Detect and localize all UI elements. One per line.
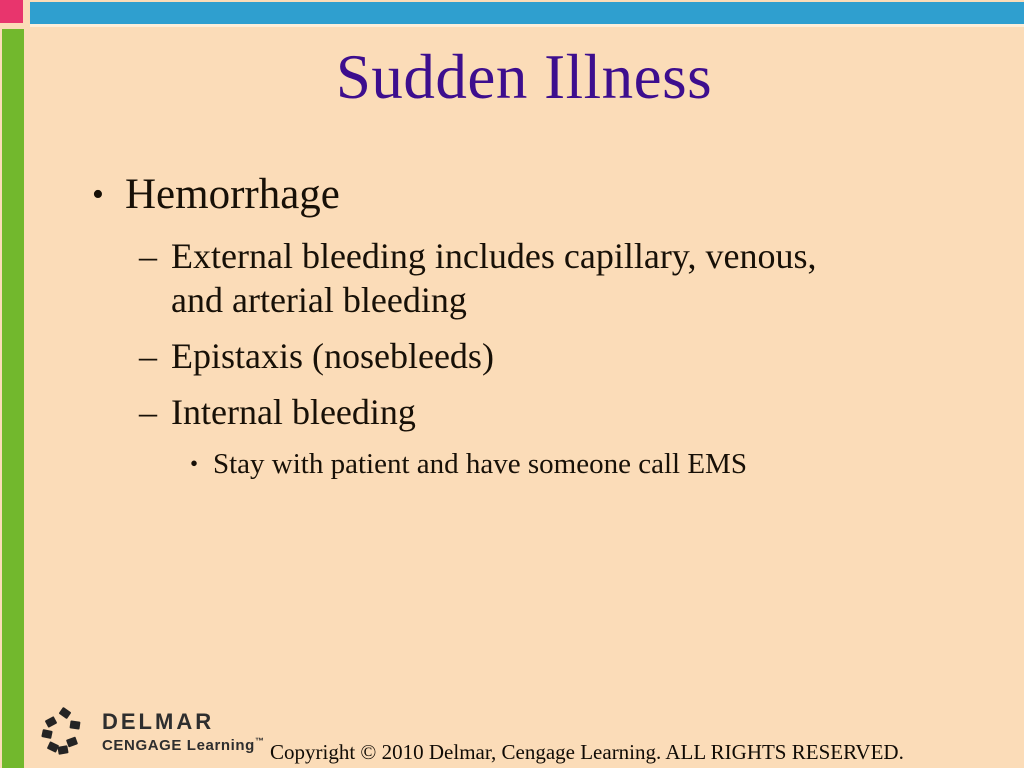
bullet-item-level2 [139, 391, 952, 434]
top-bar-blue [30, 2, 1024, 24]
bullet-item-level1 [92, 170, 952, 219]
bullet-dot-icon: • [190, 451, 199, 477]
bullet-item-level2 [139, 335, 952, 378]
bullet-text: Stay with patient and have someone call EMS [213, 448, 747, 481]
bullet-dash-icon: – [139, 236, 157, 277]
copyright-notice: Copyright © 2010 Delmar, Cengage Learning. ALL RIGHTS RESERVED. [270, 740, 904, 764]
bullet-dot-icon: • [92, 176, 104, 213]
bullet-item-level3 [190, 447, 952, 482]
logo-delmar-text: DELMAR [102, 709, 215, 734]
page-title: Sudden Illness [335, 42, 713, 112]
bullet-text: Internal bleeding [171, 392, 416, 432]
slide-body [92, 170, 952, 482]
bullet-dash-icon: – [139, 392, 157, 432]
side-bar-green [2, 29, 24, 768]
bullet-text: Epistaxis (nosebleeds) [171, 335, 494, 376]
cengage-swirl-icon [41, 706, 81, 756]
bullet-dash-icon: – [139, 335, 157, 376]
logo-cengage-learning-label: CENGAGE Learning [102, 737, 255, 754]
corner-accent-pink [0, 0, 23, 23]
bullet-text: External bleeding includes capillary, venous, and arterial bleeding [171, 236, 817, 320]
trademark-symbol: ™ [254, 736, 264, 746]
logo-cengage-learning-text [102, 736, 264, 754]
bullet-text: Hemorrhage [125, 171, 340, 218]
bullet-item-level2 [139, 235, 952, 321]
top-bar-underline [30, 24, 1024, 27]
